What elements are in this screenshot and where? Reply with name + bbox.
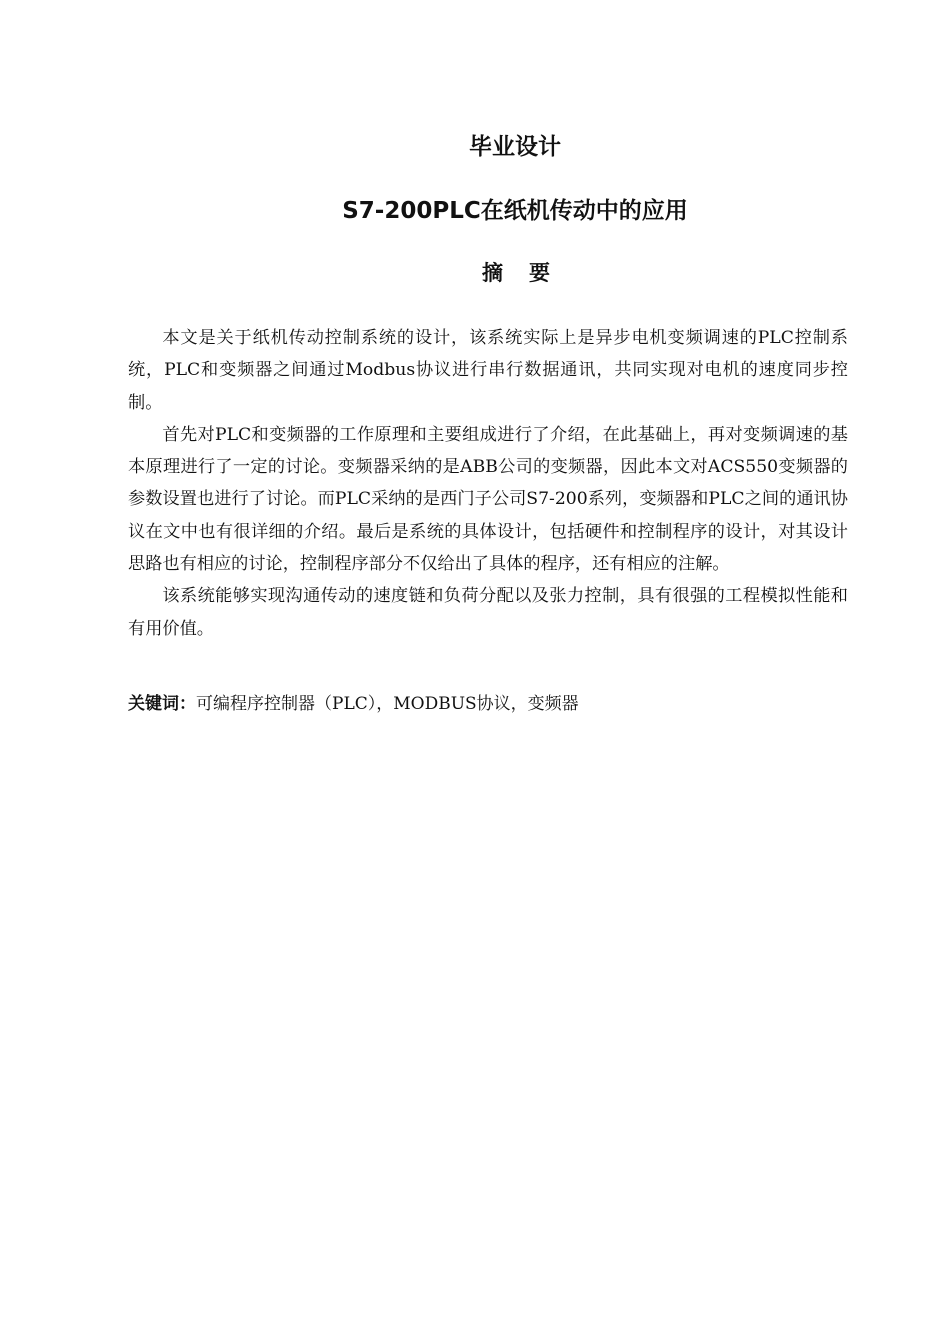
keywords-text: 可编程序控制器（PLC），MODBUS协议，变频器 (196, 694, 579, 714)
abstract-paragraph-1: 本文是关于纸机传动控制系统的设计，该系统实际上是异步电机变频调速的PLC控制系统，PLC和变频器之间通过Modbus协议进行串行数据通讯，共同实现对电机的速度同步控制。 (128, 328, 848, 413)
abstract-body (128, 322, 848, 645)
document-title: S7-200PLC在纸机传动中的应用 (342, 198, 688, 224)
abstract-paragraph-3: 该系统能够实现沟通传动的速度链和负荷分配以及张力控制，具有很强的工程模拟性能和有用价值。 (128, 586, 848, 639)
keywords-label: 关键词： (128, 694, 196, 714)
abstract-heading: 摘要 (482, 261, 576, 285)
abstract-paragraph-2: 首先对PLC和变频器的工作原理和主要组成进行了介绍，在此基础上，再对变频调速的基本原理进行了一定的讨论。变频器采纳的是ABB公司的变频器，因此本文对ACS550变频器的参数设置也进行了讨论。而PLC采纳的是西门子公司S7-200系列，变频器和PLC之间的通讯协议在文中也有很详细的介绍。最后是系统的具体设计，包括硬件和控制程序的设计，对其设计思路也有相应的讨论，控制程序部分不仅给出了具体的程序，还有相应的注解。 (128, 424, 848, 575)
keywords-line (128, 689, 848, 719)
thesis-label: 毕业设计 (469, 134, 561, 160)
